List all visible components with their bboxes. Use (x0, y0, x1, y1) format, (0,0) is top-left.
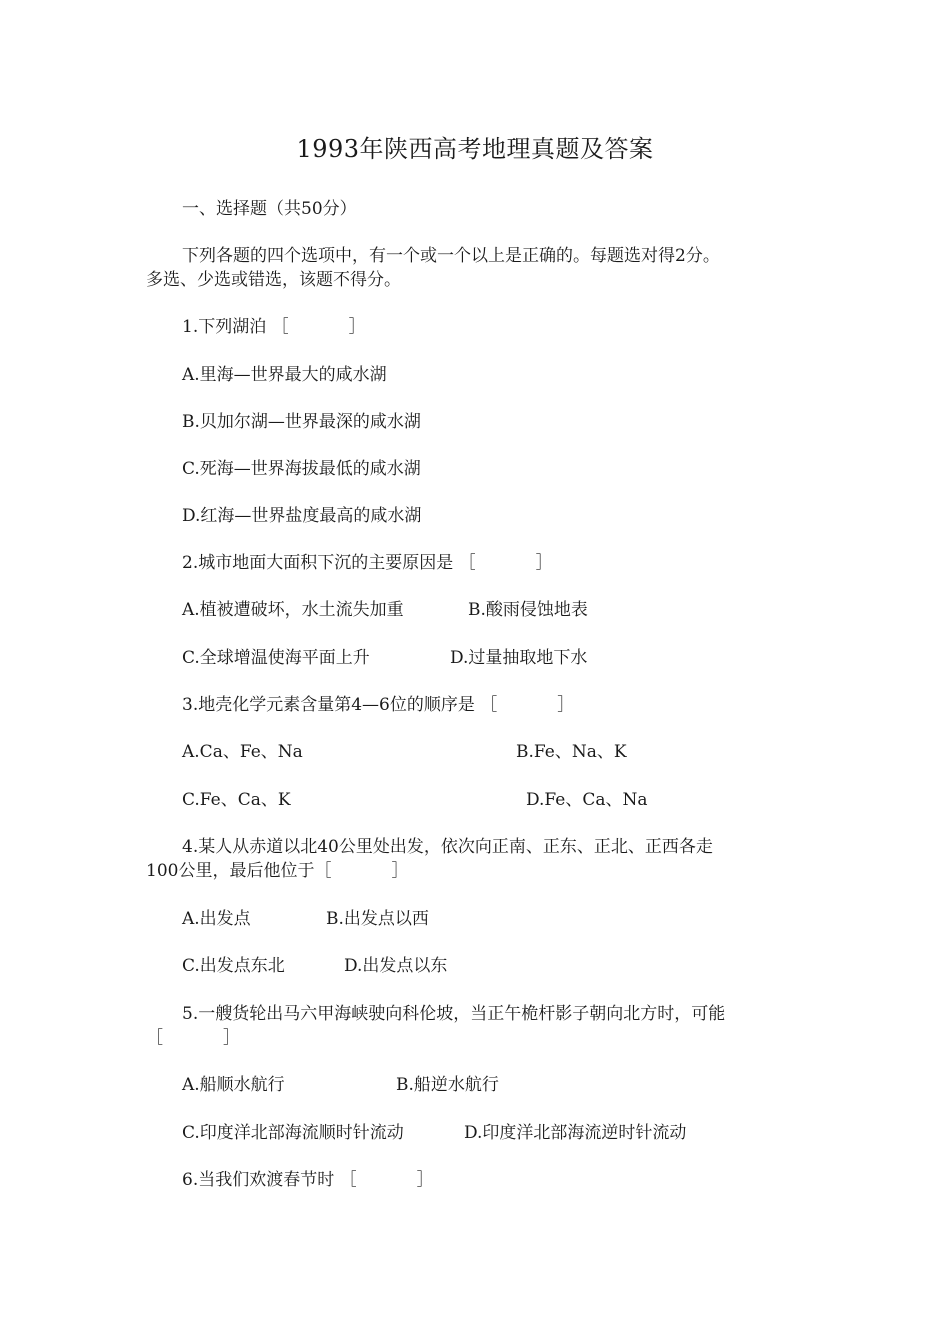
q5-option-a: A.船顺水航行 (182, 1075, 285, 1095)
q3-option-b: B.Fe、Na、K (516, 742, 627, 762)
question-3-stem: 3.地壳化学元素含量第4—6位的顺序是 ［ ］ (182, 695, 575, 715)
q4-option-d: D.出发点以东 (344, 956, 448, 976)
q2-option-b: B.酸雨侵蚀地表 (468, 600, 588, 620)
q2-option-d: D.过量抽取地下水 (450, 648, 588, 668)
section-heading: 一、选择题（共50分） (182, 199, 357, 219)
q1-option-b: B.贝加尔湖—世界最深的咸水湖 (182, 412, 421, 432)
question-2-stem: 2.城市地面大面积下沉的主要原因是 ［ ］ (182, 553, 553, 573)
q3-option-a: A.Ca、Fe、Na (182, 742, 303, 762)
q1-option-d: D.红海—世界盐度最高的咸水湖 (182, 506, 422, 526)
question-4-stem-line-1: 4.某人从赤道以北40公里处出发，依次向正南、正东、正北、正西各走 (182, 837, 713, 857)
q2-option-c: C.全球增温使海平面上升 (182, 648, 370, 668)
question-4-stem-line-2: 100公里，最后他位于［ ］ (146, 861, 409, 881)
q2-option-a: A.植被遭破坏，水土流失加重 (182, 600, 404, 620)
question-1-stem: 1.下列湖泊 ［ ］ (182, 317, 366, 337)
question-5-stem-line-2: ［ ］ (146, 1028, 240, 1048)
document-title: 1993年陕西高考地理真题及答案 (296, 135, 654, 163)
q4-option-b: B.出发点以西 (326, 909, 429, 929)
q1-option-a: A.里海—世界最大的咸水湖 (182, 365, 387, 385)
q3-option-d: D.Fe、Ca、Na (526, 790, 648, 810)
q5-option-c: C.印度洋北部海流顺时针流动 (182, 1123, 404, 1143)
q5-option-d: D.印度洋北部海流逆时针流动 (464, 1123, 687, 1143)
question-6-stem: 6.当我们欢渡春节时 ［ ］ (182, 1170, 434, 1190)
question-5-stem-line-1: 5.一艘货轮出马六甲海峡驶向科伦坡，当正午桅杆影子朝向北方时，可能 (182, 1004, 726, 1024)
q3-option-c: C.Fe、Ca、K (182, 790, 291, 810)
q5-option-b: B.船逆水航行 (396, 1075, 499, 1095)
instructions-line-2: 多选、少选或错选，该题不得分。 (146, 270, 401, 290)
q4-option-a: A.出发点 (182, 909, 251, 929)
q1-option-c: C.死海—世界海拔最低的咸水湖 (182, 459, 421, 479)
instructions-line-1: 下列各题的四个选项中，有一个或一个以上是正确的。每题选对得2分。 (182, 246, 720, 266)
q4-option-c: C.出发点东北 (182, 956, 285, 976)
